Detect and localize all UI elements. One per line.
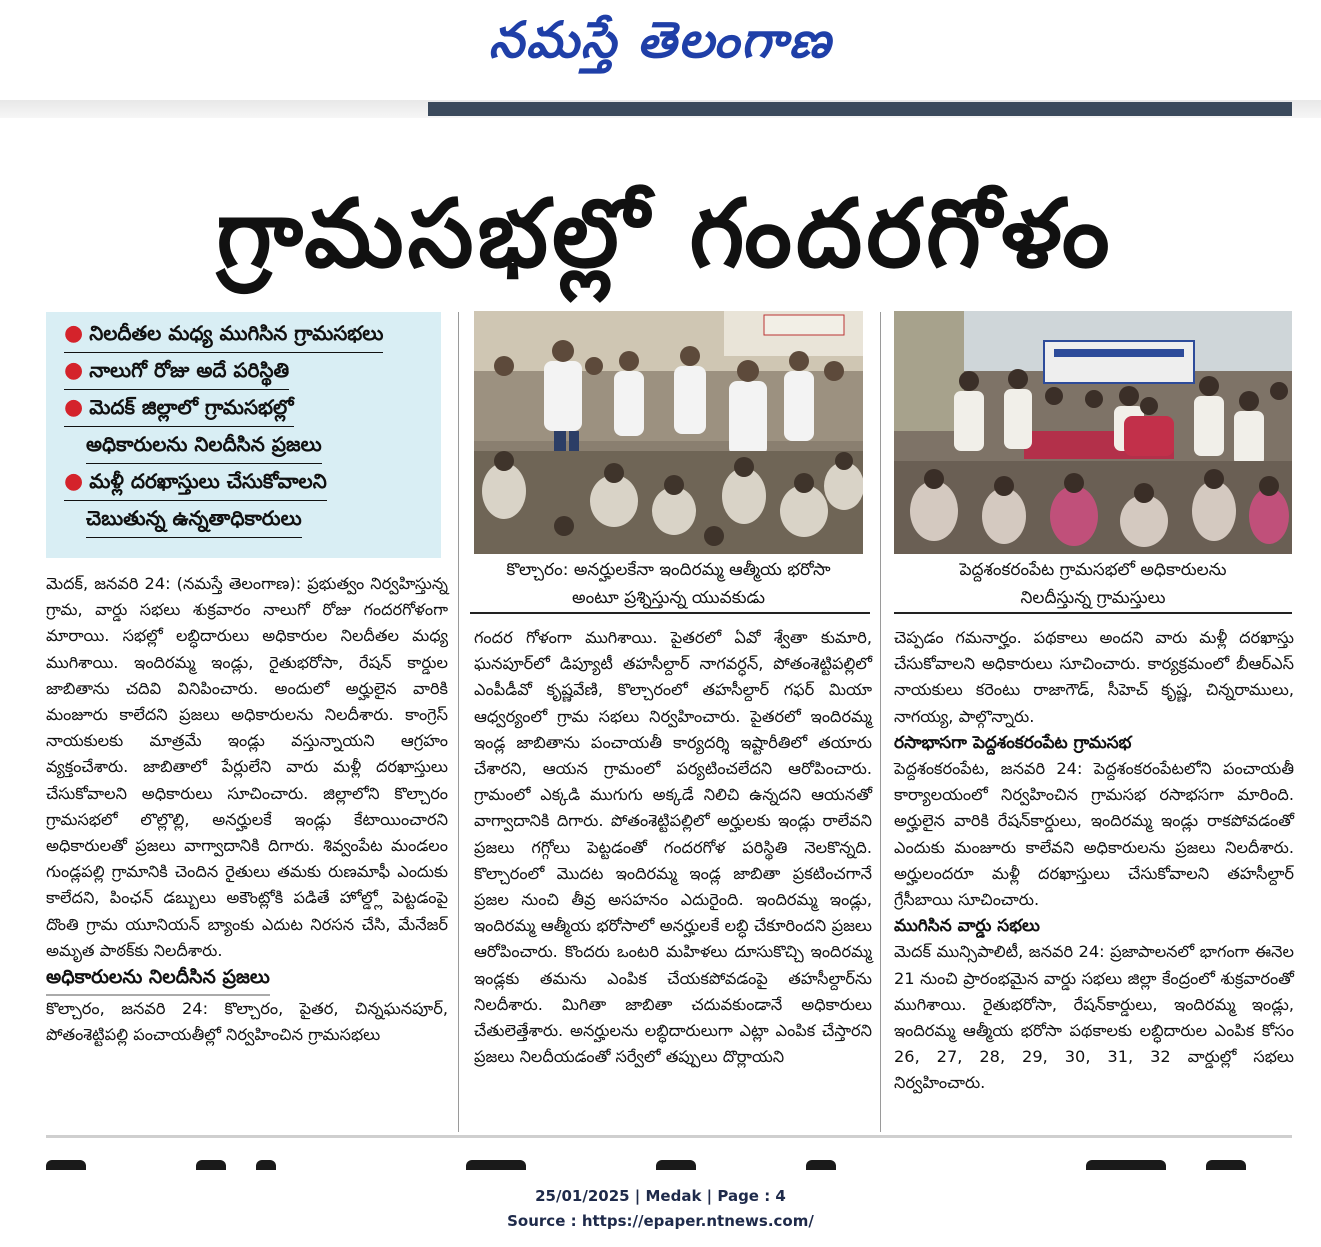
photo-caption: కొల్చారం: అనర్హులకేనా ఇందిరమ్మ ఆత్మీయ భరోసా అంటూ ప్రశ్నిస్తున్న యువకుడు (506, 560, 831, 608)
newspaper-logo: నమస్తే తెలంగాణ (488, 10, 833, 69)
bullet-icon: ● (64, 321, 84, 346)
bullet-icon: ● (64, 395, 84, 420)
page-footer (0, 1184, 1321, 1234)
edition-info: 25/01/2025 | Medak | Page : 4 (535, 1187, 786, 1205)
masthead (0, 0, 1321, 120)
article-column-2 (474, 625, 872, 1070)
cropped-next-headline (46, 1156, 1292, 1172)
article-subhead: ముగిసిన వార్డు సభలు (894, 916, 1040, 937)
highlight-item: ● మెదక్ జిల్లాలో గ్రామసభల్లో అధికారులను నిలదీసిన ప్రజలు (64, 390, 441, 464)
highlight-item: ● నాలుగో రోజు అదే పరిస్థితి (64, 353, 441, 390)
photo-caption: పెద్దశంకరంపేట గ్రామసభలో అధికారులను నిలదీస్తున్న గ్రామస్తులు (959, 560, 1227, 608)
article-paragraph: మెదక్, జనవరి 24: (నమస్తే తెలంగాణ): ప్రభుత్వం నిర్వహిస్తున్న గ్రామ, వార్డు సభలు శుక్రవారం నాలుగో రోజు గందరగోళంగా మారాయి. సభల్లో లబ్ధిదారులు అధికారుల నిలదీతల మధ్య ముగిశాయి. ఇందిరమ్మ ఇండ్లు, రైతుభరోసా, రేషన్ కార్డుల జాబితాను చదివి వినిపించారు. అందులో అర్హులైన వారికి మంజూరు కాలేదని ప్రజలు అధికారులను నిలదీశారు. కాంగ్రెస్ నాయకులకు మాత్రమే ఇండ్లు వస్తున్నాయని ఆగ్రహం వ్యక్తంచేశారు. జాబితాలో పేర్లులేని వారు మళ్లీ దరఖాస్తులు చేసుకోవాలని అధికారులు సూచించారు. జిల్లాలోని కొల్చారం గ్రామసభలో లొల్లొల్లి, అనర్హులకే ఇండ్లు కేటాయించారని అధికారులతో ప్రజలు వాగ్వాదానికి దిగారు. శివ్వంపేట మండలం గుండ్లపల్లి గ్రామానికి చెందిన రైతులు తమకు రుణమాఫీ ఎందుకు కాలేదని, పింఛన్ డబ్బులు అకౌంట్లోకి పడితే హోల్డ్లో పెట్టడంపై దొంతి గ్రామ యూనియన్ బ్యాంకు ఎదుట నిరసన చేసి, మేనేజర్ అమృత పాఠక్‌కు నిలదీశారు. (46, 574, 448, 960)
source-link[interactable]: Source : https://epaper.ntnews.com/ (507, 1212, 814, 1230)
article-column-1 (46, 571, 448, 1049)
article-column-3 (894, 625, 1294, 1097)
column-divider (880, 312, 881, 1132)
bullet-icon: ● (64, 358, 84, 383)
article-paragraph: మెదక్ మున్సిపాలిటీ, జనవరి 24: ప్రజాపాలనలో భాగంగా ఈనెల 21 నుంచి ప్రారంభమైన వార్డు సభలు జిల్లా కేంద్రంలో శుక్రవారంతో ముగిశాయి. రైతుభరోసా, రేషన్‌కార్డులు, ఇందిరమ్మ ఇండ్లు, ఇందిరమ్మ ఆత్మీయ భరోసా పథకాలకు లబ్ధిదారుల ఎంపిక కోసం 26, 27, 28, 29, 30, 31, 32 వార్డుల్లో సభలు నిర్వహించారు. (894, 942, 1294, 1093)
article-paragraph: కొల్చారం, జనవరి 24: కొల్చారం, పైతర, చిన్నఘనపూర్, పోతంశెట్టిపల్లి పంచాయతీల్లో నిర్వహించిన గ్రామసభలు (46, 999, 448, 1045)
bottom-rule (46, 1135, 1292, 1138)
highlight-item: ● మళ్లీ దరఖాస్తులు చేసుకోవాలని చెబుతున్న ఉన్నతాధికారులు (64, 464, 441, 538)
article-headline: గ్రామసభల్లో గందరగోళం (216, 180, 1114, 289)
caption-rule (894, 612, 1292, 614)
photo-peddashankarampet-gram-sabha (894, 311, 1292, 554)
column-divider (458, 312, 459, 1132)
article-paragraph: గందర గోళంగా ముగిశాయి. పైతరలో ఏవో శ్వేతా కుమారి, ఘనపూర్‌లో డిప్యూటీ తహసీల్దార్ నాగవర్ధన్, పోతంశెట్టిపల్లిలో ఎంపీడీవో కృష్ణవేణి, కొల్చారంలో తహసీల్దార్ గఫర్ మియా ఆధ్వర్యంలో గ్రామ సభలు నిర్వహించారు. పైతరలో ఇందిరమ్మ ఇండ్ల జాబితాను పంచాయతీ కార్యదర్శి ఇష్టారీతిలో తయారు చేశారని, ఆయన గ్రామంలో పర్యటించలేదని ఆరోపించారు. గ్రామంలో ఎక్కడి ముగుగు అక్కడే నిలిచి ఉన్నదని ఆయనతో వాగ్వాదానికి దిగారు. పోతంశెట్టిపల్లిలో అర్హులకు ఇండ్లు రాలేవని ప్రజలు గగ్గోలు పెట్టడంతో గందరగోళ పరిస్థితి నెలకొన్నది. కొల్చారంలో మొదట ఇందిరమ్మ ఇండ్ల జాబితా ప్రకటించగానే ప్రజల నుంచి తీవ్ర అసహనం ఎదురైంది. ఇందిరమ్మ ఇండ్లు, ఇందిరమ్మ ఆత్మీయ భరోసాలో అనర్హులకే లబ్ధి చేకూరిందని ప్రజలు ఆరోపించారు. కొందరు ఒంటరి మహిళలు దూసుకొచ్చి ఇందిరమ్మ ఇండ్లకు తమను ఎంపిక చేయకపోవడంపై తహసీల్దార్‌ను నిలదీశారు. మిగితా జాబితా చదువకుండానే అధికారులు చేతులెత్తేశారు. అనర్హులను లబ్ధిదారులుగా ఎట్లా ఎంపిక చేస్తారని ప్రజలు నిలదీయడంతో సర్వేలో తప్పులు దొర్లాయని (474, 628, 872, 1067)
highlight-item: ● నిలదీతల మధ్య ముగిసిన గ్రామసభలు (64, 316, 441, 353)
article-subhead: రసాభాసగా పెద్దశంకరంపేట గ్రామసభ (894, 732, 1132, 753)
article-subhead: అధికారులను నిలదీసిన ప్రజలు (46, 964, 270, 996)
caption-rule (470, 612, 870, 614)
photo-kolcharam-gram-sabha (474, 311, 863, 554)
bullet-icon: ● (64, 469, 84, 494)
article-paragraph: చెప్పడం గమనార్హం. పథకాలు అందని వారు మళ్లీ దరఖాస్తు చేసుకోవాలని అధికారులు సూచించారు. కార్యక్రమంలో బీఆర్ఎస్ నాయకులు కరెంటు రాజాగౌడ్, సీహెచ్ కృష్ణ, చిన్నరాములు, నాగయ్య, పాల్గొన్నారు. (894, 628, 1294, 726)
article-paragraph: పెద్దశంకరంపేట, జనవరి 24: పెద్దశంకరంపేటలోని పంచాయతీ కార్యాలయంలో నిర్వహించిన గ్రామసభ రసాభసగా మారింది. అర్హులైన వారికి రేషన్‌కార్డులు, ఇందిరమ్మ ఇండ్లు రాకపోవడంతో ఎందుకు మంజూరు కాలేవని అధికారులను ప్రజలు నిలదీశారు. అర్హులందరూ మళ్లీ దరఖాస్తులు చేసుకోవాలని తహసీల్దార్ గ్రేసీబాయి సూచించారు. (894, 759, 1294, 910)
highlights-box (46, 312, 441, 558)
masthead-bar (428, 102, 1292, 116)
